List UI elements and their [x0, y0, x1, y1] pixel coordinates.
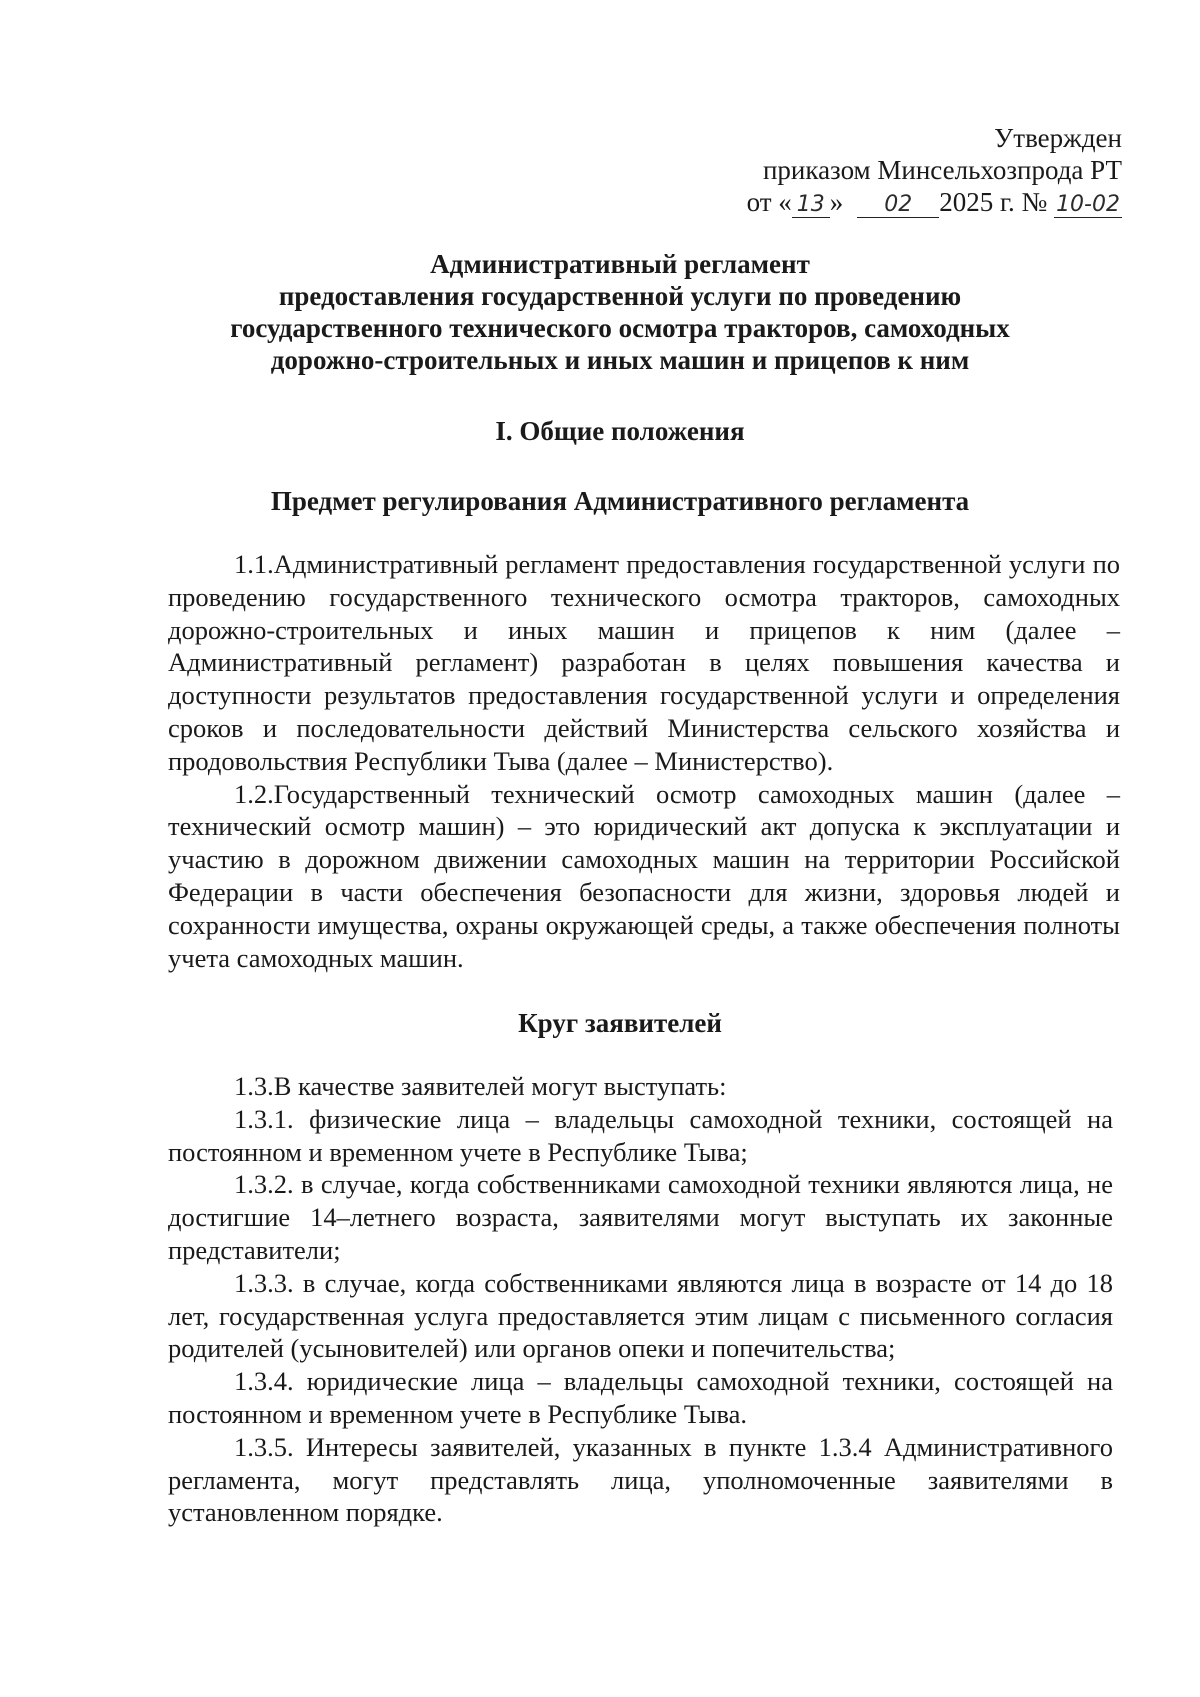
section-heading: I. Общие положения [495, 416, 745, 446]
approval-block [747, 122, 1122, 218]
date-prefix: от « [746, 187, 792, 217]
approval-line-2: приказом Минсельхозпрода РТ [762, 155, 1122, 185]
section-body-2 [168, 1070, 1113, 1529]
handwritten-day: 13 [792, 193, 830, 218]
paragraph-1-1: 1.1.Административный регламент предоставления государственной услуги по проведению государственного технического осмотра тракторов, самоходных дорожно-строительных и иных машин и прицепов к ним (далее – Административный регламент) разработан в целях повышения качества и доступности результатов предоставления государственной услуги и определения сроков и последовательности действий Министерства сельского хозяйства и продовольствия Республики Тыва (далее – Министерство). [168, 549, 1120, 776]
paragraph-1-3-4: 1.3.4. юридические лица – владельцы самоходной техники, состоящей на постоянном и временном учете в Республике Тыва. [168, 1366, 1113, 1429]
paragraph-1-3-2: 1.3.2. в случае, когда собственниками самоходной техники являются лица, не достигшие 14–летнего возраста, заявителями могут выступать их законные представители; [168, 1169, 1113, 1265]
handwritten-order-number: 10-02 [1056, 192, 1120, 217]
date-year: 2025 г. № [939, 187, 1048, 217]
title-line-1: Административный регламент [430, 249, 810, 279]
paragraph-1-3-1: 1.3.1. физические лица – владельцы самоходной техники, состоящей на постоянном и временном учете в Республике Тыва; [168, 1103, 1113, 1167]
paragraph-1-3-3: 1.3.3. в случае, когда собственниками являются лица в возрасте от 14 до 18 лет, государственная услуга предоставляется этим лицам с письменного согласия родителей (усыновителей) или органов опеки и попечительства; [168, 1267, 1113, 1364]
paragraph-1-3-5: 1.3.5. Интересы заявителей, указанных в пункте 1.3.4 Административного регламента, могут представлять лица, уполномоченные заявителями в установленном порядке. [168, 1431, 1113, 1528]
approval-date-line [747, 186, 1122, 218]
paragraph-1-2: 1.2.Государственный технический осмотр самоходных машин (далее – технический осмотр машин) – это юридический акт допуска к эксплуатации и участию в дорожном движении самоходных машин на территории Российской Федерации в части обеспечения безопасности для жизни, здоровья людей и сохранности имущества, охраны окружающей среды, а также обеспечения полноты учета самоходных машин. [168, 778, 1120, 973]
date-mid: » [829, 187, 844, 217]
title-line-2: предоставления государственной услуги по проведению [278, 281, 962, 311]
paragraph-1-3: 1.3.В качестве заявителей могут выступать: [234, 1071, 727, 1101]
title-line-3: государственного технического осмотра тракторов, самоходных [230, 313, 1010, 343]
approval-line-1: Утвержден [994, 123, 1122, 153]
subheading-applicants: Круг заявителей [518, 1008, 722, 1038]
document-title [140, 248, 1100, 376]
title-line-4: дорожно-строительных и иных машин и прицепов к ним [270, 345, 970, 375]
section-body-1 [168, 548, 1120, 974]
subheading-regulation-subject: Предмет регулирования Административного регламента [270, 486, 970, 516]
handwritten-month: 02 [857, 193, 939, 218]
